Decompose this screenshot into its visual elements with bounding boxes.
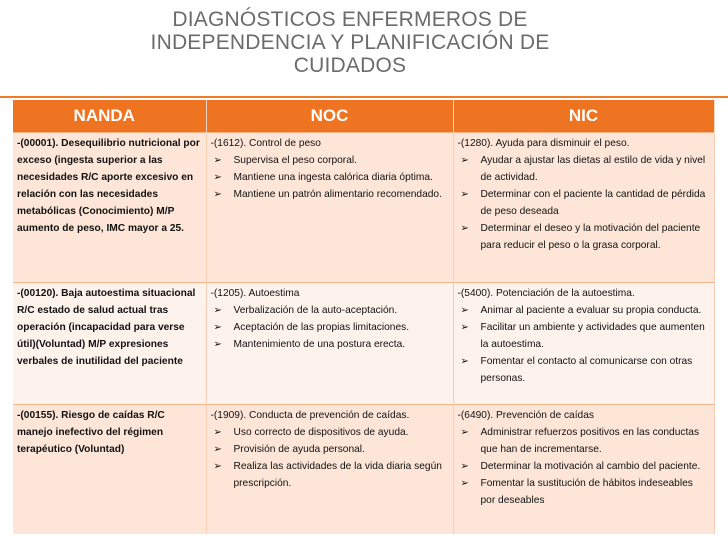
header-noc: NOC (206, 100, 453, 133)
header-nanda: NANDA (13, 100, 206, 133)
arrow-bullet-icon: ➢ (460, 427, 469, 438)
nic-lead: -(1280). Ayuda para disminuir el peso. (457, 138, 630, 149)
noc-cell (206, 405, 453, 535)
header-nic: NIC (453, 100, 714, 133)
list-item: ➢ Facilitar un ambiente y actividades que aumenten la autoestima. (458, 319, 710, 353)
arrow-bullet-icon: ➢ (213, 322, 222, 333)
list-item: ➢ Realiza las actividades de la vida diaria según prescripción. (211, 458, 449, 492)
noc-cell (206, 283, 453, 405)
nanda-cell: -(00001). Desequilibrio nutricional por exceso (ingesta superior a las necesidades R/C aporte excesivo en relación con las necesidades metabólicas (Conocimiento) M/P aumento de peso, IMC mayor a 25. (13, 133, 206, 283)
nic-lead: -(6490). Prevención de caídas (457, 410, 594, 421)
arrow-bullet-icon: ➢ (460, 322, 469, 333)
nanda-cell: -(00120). Baja autoestima situacional R/C estado de salud actual tras operación (incapacidad para verse útil)(Voluntad) M/P expresiones verbales de inutilidad del paciente (13, 283, 206, 405)
nic-list (458, 152, 710, 254)
noc-lead: -(1205). Autoestima (210, 288, 300, 299)
noc-list (211, 424, 449, 492)
table-row (13, 133, 714, 283)
table-row (13, 405, 714, 535)
list-item: ➢ Mantiene un patrón alimentario recomendado. (211, 186, 449, 203)
nic-list (458, 424, 710, 509)
nic-cell (453, 283, 714, 405)
arrow-bullet-icon: ➢ (460, 189, 469, 200)
noc-list (211, 152, 449, 203)
arrow-bullet-icon: ➢ (213, 155, 222, 166)
list-item: ➢ Ayudar a ajustar las dietas al estilo de vida y nivel de actividad. (458, 152, 710, 186)
list-item: ➢ Determinar con el paciente la cantidad de pérdida de peso deseada (458, 186, 710, 220)
title-line-2: INDEPENDENCIA Y PLANIFICACIÓN DE (150, 31, 550, 54)
arrow-bullet-icon: ➢ (460, 223, 469, 234)
care-plan-table (13, 100, 715, 534)
arrow-bullet-icon: ➢ (213, 305, 222, 316)
arrow-bullet-icon: ➢ (213, 339, 222, 350)
noc-cell (206, 133, 453, 283)
list-item: ➢ Fomentar la sustitución de hábitos indeseables por deseables (458, 475, 710, 509)
list-item: ➢ Aceptación de las propias limitaciones. (211, 319, 449, 336)
nanda-cell: -(00155). Riesgo de caídas R/C manejo inefectivo del régimen terapéutico (Voluntad) (13, 405, 206, 535)
arrow-bullet-icon: ➢ (213, 461, 222, 472)
nic-list (458, 302, 710, 387)
arrow-bullet-icon: ➢ (460, 461, 469, 472)
noc-lead: -(1612). Control de peso (210, 138, 321, 149)
arrow-bullet-icon: ➢ (460, 155, 469, 166)
list-item: ➢ Animar al paciente a evaluar su propia conducta. (458, 302, 710, 319)
slide-title (100, 8, 600, 77)
noc-lead: -(1909). Conducta de prevención de caídas. (210, 410, 410, 421)
list-item: ➢ Mantiene una ingesta calórica diaria óptima. (211, 169, 449, 186)
arrow-bullet-icon: ➢ (460, 478, 469, 489)
header-row (13, 100, 714, 133)
title-divider (0, 96, 728, 98)
title-line-3: CUIDADOS (293, 54, 407, 77)
list-item: ➢ Verbalización de la auto-aceptación. (211, 302, 449, 319)
list-item: ➢ Uso correcto de dispositivos de ayuda. (211, 424, 449, 441)
arrow-bullet-icon: ➢ (460, 305, 469, 316)
list-item: ➢ Determinar la motivación al cambio del paciente. (458, 458, 710, 475)
title-line-1: DIAGNÓSTICOS ENFERMEROS DE (172, 8, 528, 31)
list-item: ➢ Fomentar el contacto al comunicarse con otras personas. (458, 353, 710, 387)
table-row (13, 283, 714, 405)
noc-list (211, 302, 449, 353)
arrow-bullet-icon: ➢ (460, 356, 469, 367)
nic-lead: -(5400). Potenciación de la autoestima. (457, 288, 635, 299)
list-item: ➢ Mantenimiento de una postura erecta. (211, 336, 449, 353)
list-item: ➢ Administrar refuerzos positivos en las conductas que han de incrementarse. (458, 424, 710, 458)
arrow-bullet-icon: ➢ (213, 427, 222, 438)
arrow-bullet-icon: ➢ (213, 444, 222, 455)
nic-cell (453, 133, 714, 283)
arrow-bullet-icon: ➢ (213, 189, 222, 200)
arrow-bullet-icon: ➢ (213, 172, 222, 183)
list-item: ➢ Provisión de ayuda personal. (211, 441, 449, 458)
list-item: ➢ Determinar el deseo y la motivación del paciente para reducir el peso o la grasa corporal. (458, 220, 710, 254)
nic-cell (453, 405, 714, 535)
list-item: ➢ Supervisa el peso corporal. (211, 152, 449, 169)
